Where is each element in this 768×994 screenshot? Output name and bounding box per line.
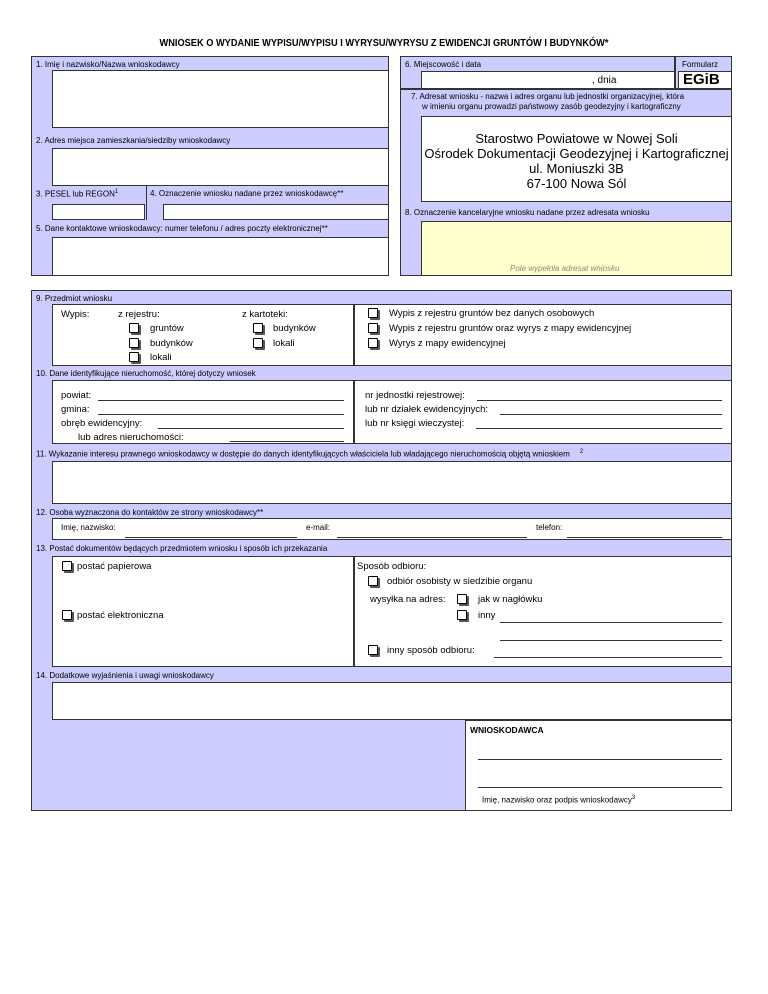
office-field-note: Pole wypełnia adresat wniosku <box>510 264 620 273</box>
kartoteka-lokali-label: lokali <box>273 338 295 349</box>
postac-elektroniczna-label: postać elektroniczna <box>77 610 164 621</box>
section-11-label: 11. Wykazanie interesu prawnego wnioskodawcy w dostępie do danych identyfikujących właściciela lub władającego nieruchomością objętą wnioskiem $^2$ <box>36 449 584 459</box>
formularz-label: Formularz <box>682 60 719 69</box>
contact-phone-label: telefon: <box>536 523 563 532</box>
powiat-label: powiat: <box>61 390 92 401</box>
section-1-label: 1. Imię i nazwisko/Nazwa wnioskodawcy <box>36 60 180 69</box>
rejestr-gruntow-label: gruntów <box>150 323 184 334</box>
formularz-code: EGiB <box>683 71 720 88</box>
section-2-label: 2. Adres miejsca zamieszkania/siedziby wnioskodawcy <box>36 136 231 145</box>
wyrys-checkbox[interactable] <box>368 338 378 348</box>
inny-adres-checkbox[interactable] <box>457 610 467 620</box>
signature-caption: Imię, nazwisko oraz podpis wnioskodawcy$^3$ <box>482 795 636 805</box>
addressee-line-2: Ośrodek Dokumentacji Geodezyjnej i Kartograficznej <box>424 146 729 161</box>
odbior-osobisty-label: odbiór osobisty w siedzibie organu <box>387 576 533 587</box>
section-10-label: 10. Dane identyfikujące nieruchomość, której dotyczy wniosek <box>36 369 256 378</box>
inny-sposob-checkbox[interactable] <box>368 645 378 655</box>
section-7-label-2: w imieniu organu prowadzi państwowy zasób geodezyjny i kartograficzny <box>422 102 681 111</box>
inny-sposob-label: inny sposób odbioru: <box>387 645 475 656</box>
inny-adres-input-2[interactable] <box>500 640 722 641</box>
signature-title: WNIOSKODAWCA <box>470 725 544 735</box>
section-3-label: 3. PESEL lub REGON$^1$ <box>36 189 119 199</box>
contact-email-label: e-mail: <box>306 523 331 532</box>
rejestr-budynkow-checkbox[interactable] <box>129 338 139 348</box>
wypis-bez-danych-checkbox[interactable] <box>368 308 378 318</box>
section-6-label: 6. Miejscowość i data <box>405 60 482 69</box>
signature-line-1[interactable] <box>478 759 722 760</box>
applicant-reference-field[interactable] <box>163 204 389 220</box>
obreb-label: obręb ewidencyjny: <box>61 418 143 429</box>
wyrys-label: Wyrys z mapy ewidencyjnej <box>389 338 506 349</box>
inny-sposob-input[interactable] <box>494 657 722 658</box>
section-7-label: 7. Adresat wniosku - nazwa i adres organu lub jednostki organizacyjnej, która <box>411 92 685 101</box>
wypis-bez-danych-label: Wypis z rejestru gruntów bez danych osobowych <box>389 308 595 319</box>
section-4-label: 4. Oznaczenie wniosku nadane przez wnioskodawcę** <box>150 189 344 198</box>
z-kartoteki-label: z kartoteki: <box>242 309 288 320</box>
footnote-3: 3 <box>631 795 636 801</box>
postac-papierowa-checkbox[interactable] <box>62 561 72 571</box>
section-14-label: 14. Dodatkowe wyjaśnienia i uwagi wnioskodawcy <box>36 671 214 680</box>
footnote-1: 1 <box>114 189 119 195</box>
wypis-i-wyrys-checkbox[interactable] <box>368 323 378 333</box>
jednostka-input[interactable] <box>477 400 722 401</box>
wysylka-label: wysyłka na adres: <box>370 594 446 605</box>
date-prefix: , dnia <box>592 75 617 86</box>
contact-phone-input[interactable] <box>567 537 722 538</box>
pesel-regon-field[interactable] <box>52 204 145 220</box>
rejestr-budynkow-label: budynków <box>150 338 193 349</box>
powiat-input[interactable] <box>98 400 344 401</box>
addressee-line-1: Starostwo Powiatowe w Nowej Soli <box>475 131 678 146</box>
wypis-label: Wypis: <box>61 309 90 320</box>
addressee-line-3: ul. Moniuszki 3B <box>529 161 624 176</box>
section-12-label: 12. Osoba wyznaczona do kontaktów ze strony wnioskodawcy** <box>36 508 264 517</box>
kartoteka-budynkow-checkbox[interactable] <box>253 323 263 333</box>
section-5-label: 5. Dane kontaktowe wnioskodawcy: numer telefonu / adres poczty elektronicznej** <box>36 224 328 233</box>
contact-data-field[interactable] <box>52 237 389 276</box>
remarks-field[interactable] <box>52 682 732 720</box>
gmina-label: gmina: <box>61 404 90 415</box>
gmina-input[interactable] <box>98 414 344 415</box>
rejestr-gruntow-checkbox[interactable] <box>129 323 139 333</box>
postac-elektroniczna-checkbox[interactable] <box>62 610 72 620</box>
applicant-address-field[interactable] <box>52 148 389 186</box>
dzialki-label: lub nr działek ewidencyjnych: <box>365 404 489 415</box>
postac-papierowa-label: postać papierowa <box>77 561 152 572</box>
sposob-odbioru-label: Sposób odbioru: <box>357 561 427 572</box>
section-9-label: 9. Przedmiot wniosku <box>36 294 113 303</box>
signature-line-2[interactable] <box>478 787 722 788</box>
kartoteka-lokali-checkbox[interactable] <box>253 338 263 348</box>
inny-adres-input-1[interactable] <box>500 622 722 623</box>
ksiega-input[interactable] <box>476 428 722 429</box>
contact-name-input[interactable] <box>125 537 297 538</box>
contact-email-input[interactable] <box>337 537 527 538</box>
place-date-field[interactable] <box>421 71 675 89</box>
inny-adres-label: inny <box>478 610 496 621</box>
rejestr-lokali-checkbox[interactable] <box>129 352 139 362</box>
section-8-label: 8. Oznaczenie kancelaryjne wniosku nadane przez adresata wniosku <box>405 208 650 217</box>
jak-w-naglowku-checkbox[interactable] <box>457 594 467 604</box>
form-title: WNIOSEK O WYDANIE WYPISU/WYPISU I WYRYSU/WYRYSU Z EWIDENCJI GRUNTÓW I BUDYNKÓW* <box>159 37 609 49</box>
adres-nieruchomosci-label: lub adres nieruchomości: <box>78 432 184 443</box>
section-divider <box>146 186 147 220</box>
addressee-line-4: 67-100 Nowa Sól <box>526 176 627 191</box>
adres-nieruchomosci-input[interactable] <box>230 441 344 442</box>
ksiega-label: lub nr księgi wieczystej: <box>365 418 465 429</box>
rejestr-lokali-label: lokali <box>150 352 172 363</box>
footnote-2: 2 <box>579 449 584 455</box>
kartoteka-budynkow-label: budynków <box>273 323 316 334</box>
dzialki-input[interactable] <box>500 414 722 415</box>
jak-w-naglowku-label: jak w nagłówku <box>478 594 543 605</box>
obreb-input[interactable] <box>158 428 344 429</box>
legal-interest-field[interactable] <box>52 461 732 504</box>
jednostka-label: nr jednostki rejestrowej: <box>365 390 465 401</box>
wypis-i-wyrys-label: Wypis z rejestru gruntów oraz wyrys z mapy ewidencyjnej <box>389 323 632 334</box>
section-13-label: 13. Postać dokumentów będących przedmiotem wniosku i sposób ich przekazania <box>36 544 328 553</box>
odbior-osobisty-checkbox[interactable] <box>368 576 378 586</box>
z-rejestru-label: z rejestru: <box>118 309 160 320</box>
contact-name-label: Imię, nazwisko: <box>61 523 116 532</box>
section-9-left-box <box>52 304 354 366</box>
applicant-name-field[interactable] <box>52 70 389 128</box>
